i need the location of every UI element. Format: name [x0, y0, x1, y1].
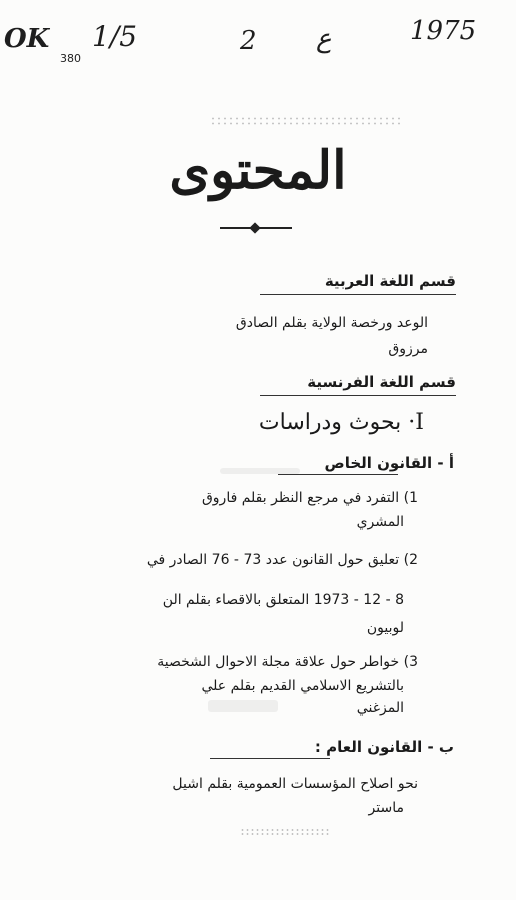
toc-entry-3-cont: بالتشريع الاسلامي القديم بقلم علي [201, 678, 404, 694]
handwritten-ok-mark: OK [4, 24, 50, 54]
arabic-section-heading: قسم اللغة العربية [324, 272, 456, 290]
arabic-heading-underline [260, 294, 456, 295]
french-section-heading: قسم اللغة الفرنسية [307, 373, 456, 391]
toc-entry-2-cont: 8 - 12 - 1973 المتعلق بالاقصاء بقلم الن [162, 592, 404, 608]
research-studies-heading: I· بحوث ودراسات [258, 410, 424, 435]
scan-smudge [208, 700, 278, 712]
scan-dotted-noise [210, 116, 400, 126]
handwritten-number: 2 [240, 26, 257, 56]
french-heading-underline [260, 395, 456, 396]
handwritten-letter: ع [316, 24, 332, 54]
arabic-item-line: مرزوق [388, 341, 428, 357]
page-title: المحتوى [169, 140, 347, 201]
toc-entry-3-cont: المزغني [356, 700, 404, 716]
private-law-underline [278, 474, 398, 475]
scan-dotted-noise [240, 828, 330, 836]
scan-smudge [220, 468, 300, 474]
private-law-heading: أ - القانون الخاص [324, 454, 454, 472]
handwritten-fraction: 1/5 [92, 20, 138, 53]
public-law-underline [210, 758, 330, 759]
folio-number: 380 [60, 52, 81, 65]
toc-entry-2: 2) تعليق حول القانون عدد 73 - 76 الصادر في [146, 552, 418, 568]
toc-entry-3: 3) خواطر حول علاقة مجلة الاحوال الشخصية [157, 654, 418, 670]
toc-entry-1-cont: المشري [356, 514, 404, 530]
title-ornament-diamond [249, 222, 260, 233]
arabic-item-line: الوعد ورخصة الولاية بقلم الصادق [235, 315, 428, 331]
public-law-entry: نحو اصلاح المؤسسات العمومية بقلم اشيل [172, 776, 418, 792]
toc-entry-2-cont: لوبيون [366, 620, 404, 636]
public-law-entry-cont: ماستر [368, 800, 404, 816]
handwritten-year: 1975 [410, 16, 477, 46]
toc-entry-1: 1) التفرد في مرجع النظر بقلم فاروق [201, 490, 418, 506]
public-law-heading: ب - القانون العام : [314, 738, 454, 756]
